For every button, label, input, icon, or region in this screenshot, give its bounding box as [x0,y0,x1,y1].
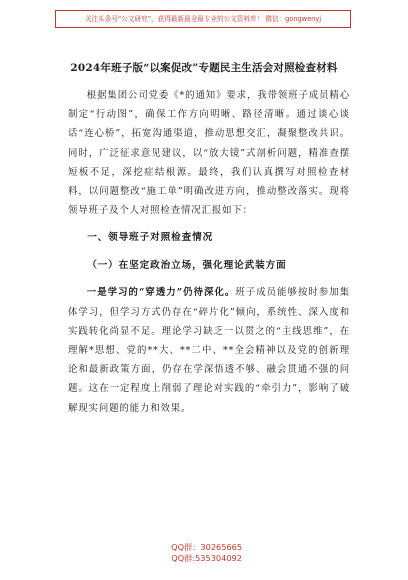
footer-qq-group-2: QQ群:535304092 [171,553,242,563]
point-paragraph [68,283,350,417]
page-title: 2024年班子版“以案促改”专题民主生活会对照检查材料 [70,62,338,74]
document-body [68,86,350,418]
watermark-text: 关注头条号“公文研究”，获得最新最全最专业的公文资料库！ 微信：gongwenyj [84,15,322,23]
intro-paragraph: 根据集团公司党委《*的通知》要求，我带领班子成员精心制定“行动图”，确保工作方向明晰、路径清晰。通过谈心谈话“连心桥”，拓宽沟通渠道，推动思想交汇，凝聚整改共识。同时，广泛征求意见建议，以“放大镜”式剖析问题，精准查摆短板不足，深挖症结根源。最终，我们认真撰写对照检查材料，以问题整改“施工单”明确改进方向，推动整改落实。现将领导班子及个人对照检查情况汇报如下： [68,90,350,217]
subsection-heading: （一）在坚定政治立场，强化理论武装方面 [87,260,287,272]
section-heading: 一、领导班子对照检查情况 [87,232,214,244]
point-lead: 一是学习的“穿透力”仍待深化。 [86,287,236,299]
footer [0,532,408,564]
point-text: 班子成员能够按时参加集体学习，但学习方式仍存在“碎片化”倾向，系统性、深入度和实践转化尚显不足。理论学习缺乏一以贯之的“主线思维”，在理解*思想、党的**大、**二中、**全会精神以及党的创新理论和最新政策方面，仍存在学深悟透不够、融会贯通不强的问题。这在一定程度上削弱了理论对实践的“牵引力”，影响了破解现实问题的能力和效果。 [68,287,350,414]
footer-qq-group-1: QQ群：30265665 [171,542,243,552]
watermark-banner [55,10,351,28]
